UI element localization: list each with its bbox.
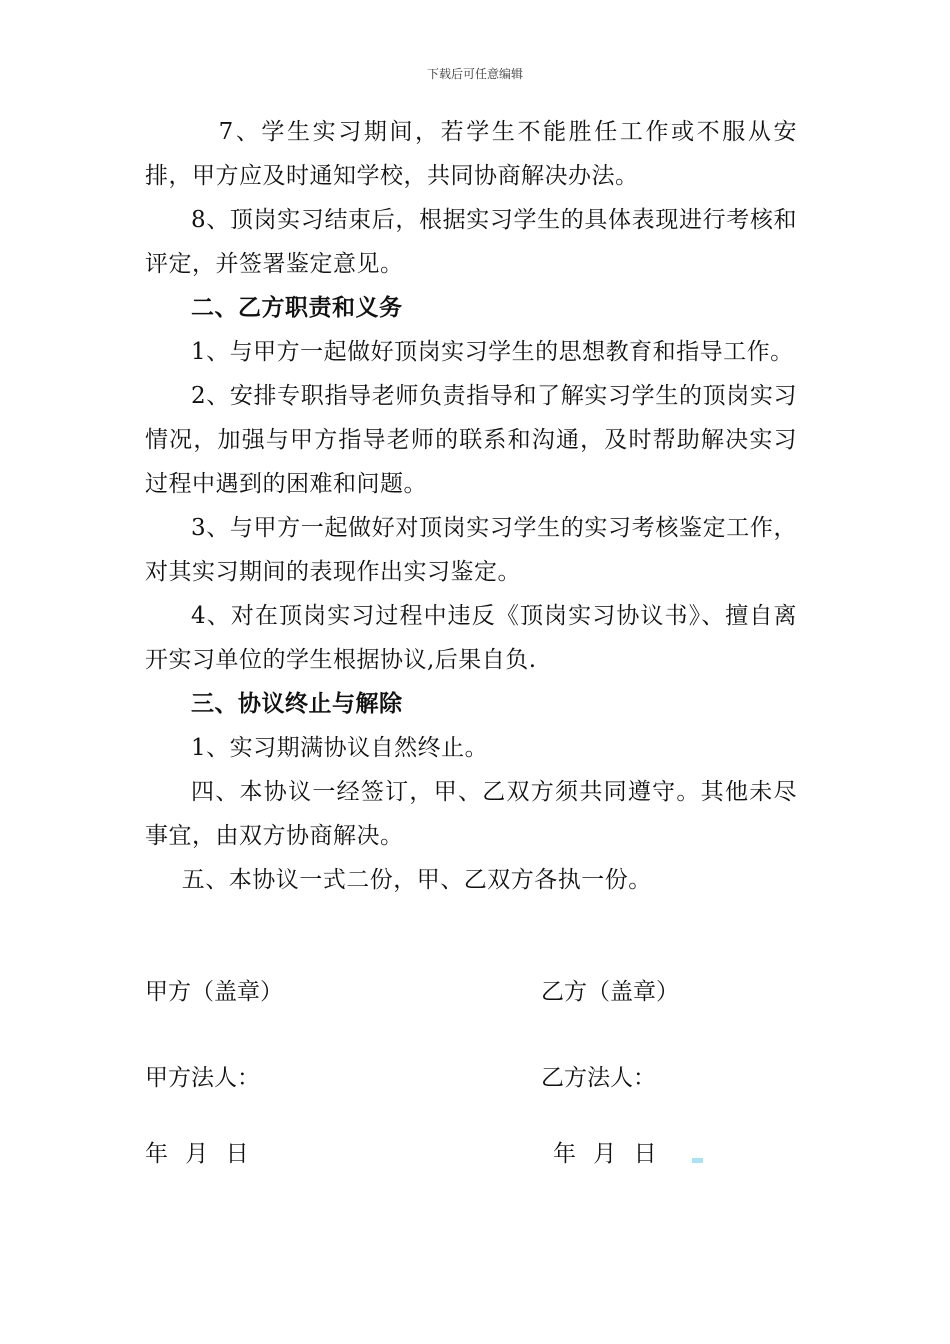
clause-b-2: 2、安排专职指导老师负责指导和了解实习学生的顶岗实习情况，加强与甲方指导老师的联系和沟通，及时帮助解决实习过程中遇到的困难和问题。 xyxy=(145,383,797,497)
clause-b-4: 4、对在顶岗实习过程中违反《顶岗实习协议书》、擅自离开实习单位的学生根据协议,后果自负. xyxy=(145,603,797,673)
clause-b-3: 3、与甲方一起做好对顶岗实习学生的实习考核鉴定工作，对其实习期间的表现作出实习鉴定。 xyxy=(145,515,797,585)
page-header: 下载后可任意编辑 xyxy=(426,67,523,81)
seal-row xyxy=(145,972,797,1012)
clause-b-1: 1、与甲方一起做好顶岗实习学生的思想教育和指导工作。 xyxy=(191,339,794,365)
party-a-legal-rep: 甲方法人： xyxy=(145,1065,260,1091)
clause-termination-1: 1、实习期满协议自然终止。 xyxy=(191,735,489,761)
agreement-body xyxy=(145,110,797,902)
clause-a-7: 7、学生实习期间，若学生不能胜任工作或不服从安排，甲方应及时通知学校，共同协商解决办法。 xyxy=(145,119,797,189)
section-heading-party-b: 二、乙方职责和义务 xyxy=(191,294,403,321)
legal-rep-row xyxy=(145,1058,797,1098)
section-four: 四、本协议一经签订，甲、乙双方须共同遵守。其他未尽事宜，由双方协商解决。 xyxy=(145,779,797,849)
clause-a-8: 8、顶岗实习结束后，根据实习学生的具体表现进行考核和评定，并签署鉴定意见。 xyxy=(145,207,797,277)
section-heading-termination: 三、协议终止与解除 xyxy=(191,690,403,717)
party-b-seal: 乙方（盖章） xyxy=(541,979,679,1005)
party-b-legal-rep: 乙方法人： xyxy=(541,1065,656,1091)
party-b-date: 年 月 日 xyxy=(553,1141,657,1167)
date-row xyxy=(145,1134,797,1174)
party-a-date: 年 月 日 xyxy=(145,1141,249,1167)
cursor-marker xyxy=(692,1158,703,1163)
section-five: 五、本协议一式二份，甲、乙双方各执一份。 xyxy=(181,867,652,893)
party-a-seal: 甲方（盖章） xyxy=(145,979,283,1005)
